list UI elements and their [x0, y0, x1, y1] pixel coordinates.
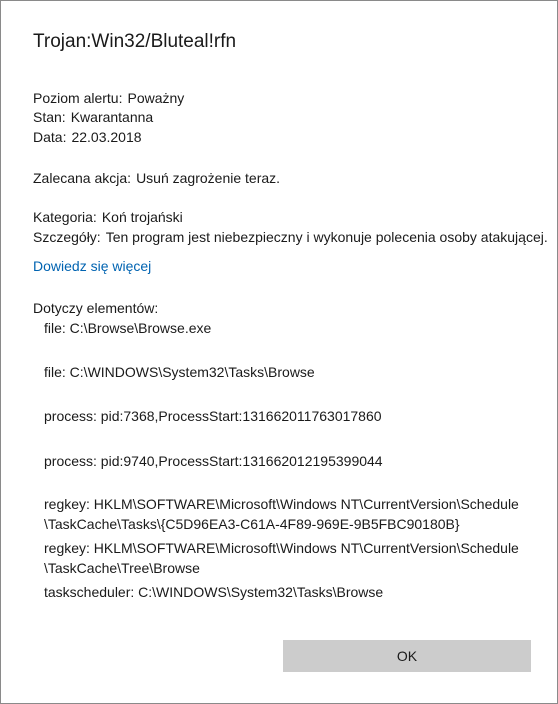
- category-label: Kategoria:: [33, 209, 97, 225]
- threat-title: Trojan:Win32/Bluteal!rfn: [33, 31, 237, 52]
- recommended-action-value: Usuń zagrożenie teraz.: [136, 170, 281, 186]
- status-value: Kwarantanna: [70, 109, 154, 125]
- status-label: Stan:: [33, 109, 66, 125]
- alert-level-label: Poziom alertu:: [33, 90, 123, 106]
- date-row: [33, 127, 142, 147]
- affected-item: process: pid:9740,ProcessStart:131662012195399044: [44, 453, 383, 469]
- ok-button[interactable]: OK: [283, 640, 531, 672]
- affected-item-continuation: \TaskCache\Tree\Browse: [44, 560, 200, 576]
- affected-item-continuation: \TaskCache\Tasks\{C5D96EA3-C61A-4F89-969E-9B5FBC90180B}: [44, 516, 460, 532]
- category-value: Koń trojański: [101, 209, 183, 225]
- learn-more-link[interactable]: Dowiedz się więcej: [33, 258, 152, 274]
- affected-item: process: pid:7368,ProcessStart:131662011763017860: [44, 408, 382, 424]
- affected-item: taskscheduler: C:\WINDOWS\System32\Tasks\Browse: [44, 584, 384, 600]
- affected-items-label: Dotyczy elementów:: [33, 300, 159, 316]
- affected-item: file: C:\WINDOWS\System32\Tasks\Browse: [44, 364, 315, 380]
- details-value: Ten program jest niebezpieczny i wykonuje polecenia osoby atakującej.: [105, 229, 548, 245]
- date-value: 22.03.2018: [71, 129, 142, 145]
- details-label: Szczegóły:: [33, 229, 101, 245]
- recommended-action-row: [33, 168, 280, 188]
- details-row: [33, 227, 548, 247]
- affected-item: regkey: HKLM\SOFTWARE\Microsoft\Windows NT\CurrentVersion\Schedule: [44, 496, 519, 512]
- category-row: [33, 207, 183, 227]
- date-label: Data:: [33, 129, 67, 145]
- affected-item: file: C:\Browse\Browse.exe: [44, 320, 212, 336]
- status-row: [33, 107, 153, 127]
- recommended-action-label: Zalecana akcja:: [33, 170, 132, 186]
- alert-level-value: Poważny: [127, 90, 185, 106]
- affected-item: regkey: HKLM\SOFTWARE\Microsoft\Windows NT\CurrentVersion\Schedule: [44, 540, 519, 556]
- alert-level-row: [33, 88, 184, 108]
